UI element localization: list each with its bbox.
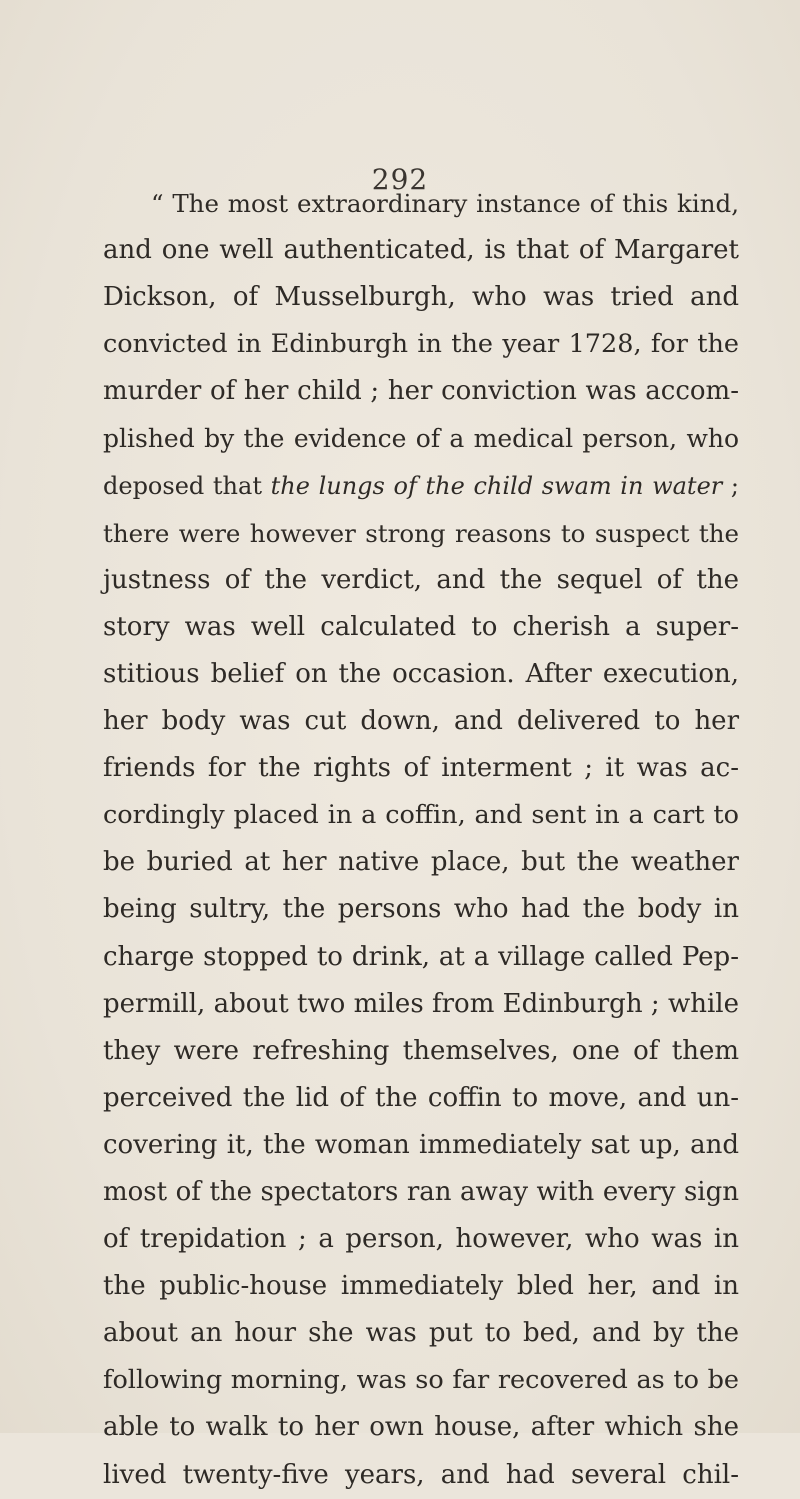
text-line: being sultry, the persons who had the body in (103, 894, 739, 925)
text-line: her body was cut down, and delivered to her (103, 706, 739, 737)
text-line: they were refreshing themselves, one of them (103, 1035, 739, 1066)
text-line: covering it, the woman immediately sat up, and (103, 1129, 739, 1160)
text-line: charge stopped to drink, at a village called Pep- (103, 941, 739, 972)
text-line-with-italic: deposed that the lungs of the child swam in water ; (103, 471, 739, 500)
text-line: “ The most extraordinary instance of this kind, (151, 189, 739, 218)
text-line: be buried at her native place, but the weather (103, 847, 739, 878)
text-line: lived twenty-five years, and had several chil- (103, 1459, 739, 1490)
text-line: permill, about two miles from Edinburgh ; while (103, 988, 739, 1019)
body-text (103, 180, 739, 1499)
text-line: there were however strong reasons to suspect the (103, 518, 739, 548)
text-line: justness of the verdict, and the sequel of the (103, 564, 739, 595)
text-line: able to walk to her own house, after which she (103, 1412, 739, 1443)
text-line: story was well calculated to cherish a super- (103, 611, 739, 642)
text-line: the public-house immediately bled her, and in (103, 1271, 739, 1302)
text-line: and one well authenticated, is that of Margaret (103, 235, 739, 266)
text-line: cordingly placed in a coffin, and sent in a cart to (103, 800, 739, 831)
text-line: following morning, was so far recovered as to be (103, 1365, 739, 1396)
text-line: most of the spectators ran away with every sign (103, 1176, 739, 1207)
text-line: plished by the evidence of a medical person, who (103, 424, 739, 454)
text-line: stitious belief on the occasion. After execution, (103, 658, 739, 689)
page-number: 292 (371, 163, 429, 196)
italic-phrase: the lungs of the child swam in water (270, 471, 723, 500)
text-line: convicted in Edinburgh in the year 1728, for the (103, 329, 739, 360)
text-line: about an hour she was put to bed, and by the (103, 1318, 739, 1349)
text-line: murder of her child ; her conviction was accom- (103, 376, 739, 407)
text-line: of trepidation ; a person, however, who was in (103, 1224, 739, 1255)
text-line: perceived the lid of the coffin to move, and un- (103, 1082, 739, 1113)
text-line: Dickson, of Musselburgh, who was tried and (103, 282, 739, 313)
text-line: friends for the rights of interment ; it was ac- (103, 753, 739, 784)
